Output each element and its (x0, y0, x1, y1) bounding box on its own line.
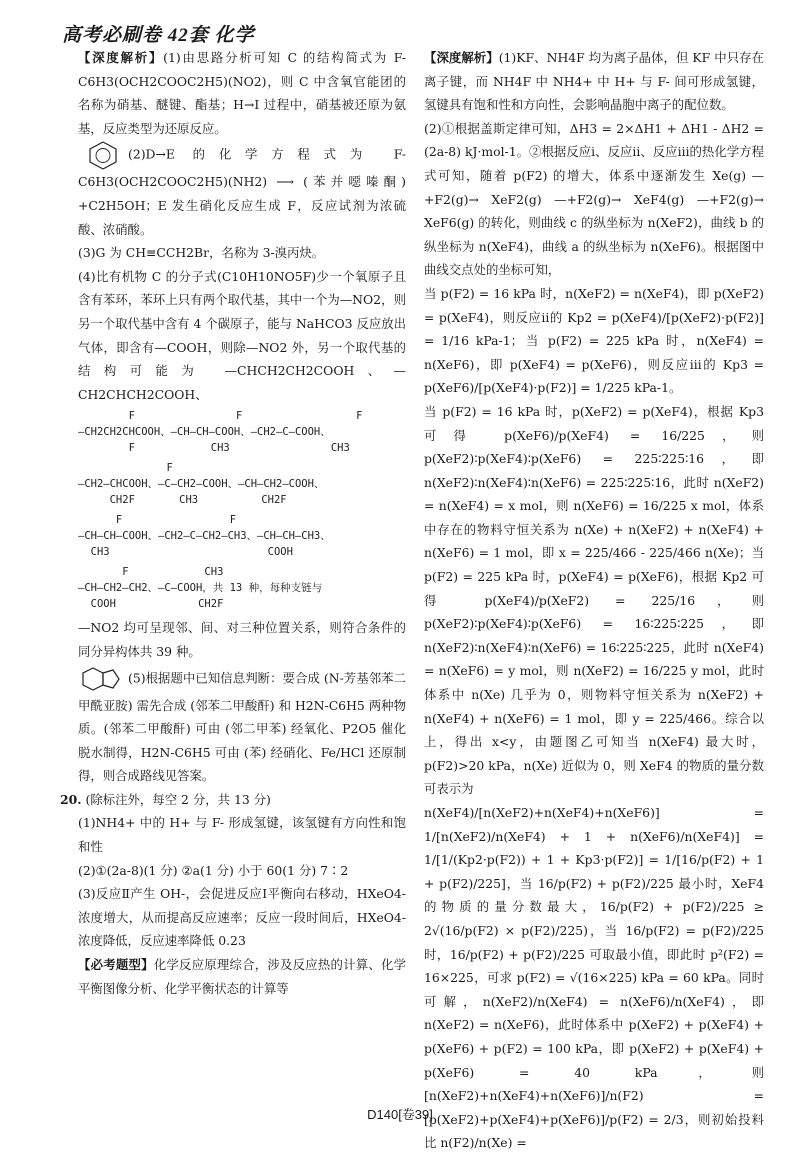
analysis-right-3: 当 p(F2) = 16 kPa 时，n(XeF2) = n(XeF4)，即 p(XeF2) = p(XeF4)，则反应ⅱ的 Kp2 = p(XeF4)/[p(XeF2)·p(F2)] = 1/16 kPa-1；当 p(F2) = 225 kPa 时，n(XeF4) = n(XeF6)，即 p(XeF4) = p(XeF6)，则反应ⅲ的 Kp3 = p(XeF6)/[p(XeF4)·p(F2)] = 1/225 kPa-1。 (424, 285, 764, 396)
analysis-tag-right: 【深度解析】 (424, 50, 499, 65)
analysis-text-2: (2)D→E 的化学方程式为 F-C6H3(OCH2COOC2H5)(NH2) ⟶ (苯并噁嗪酮) +C2H5OH；E 发生硝化反应生成 F，反应试剂为浓硫酸、浓硝酸。 (78, 146, 406, 237)
analysis-right-2: (2)①根据盖斯定律可知，ΔH3 = 2×ΔH1 + ΔH1 - ΔH2 = (2a-8) kJ·mol-1。②根据反应ⅰ、反应ⅱ、反应ⅲ的热化学方程式可知，随着 p(F2) 的增大，体系中逐渐发生 Xe(g) —+F2(g)→ XeF2(g) —+F2(g)→ XeF4(g) —+F2(g)→ XeF6(g) 的转化，则曲线 c 的纵坐标为 n(XeF2)，曲线 b 的纵坐标为 n(XeF4)，曲线 a 的纵坐标为 n(XeF6)。根据图中曲线交点处的坐标可知， (424, 120, 764, 278)
page-footer: D140[卷39] (367, 1107, 433, 1122)
analysis-tag: 【深度解析】 (78, 50, 164, 65)
analysis-text-1: (1)由思路分析可知 C 的结构简式为 F-C6H3(OCH2COOC2H5)(NO2)，则 C 中含氧官能团的名称为硝基、醚键、酯基；H→I 过程中，硝基被还原为氨基，反应类型为还原反应。 (78, 50, 406, 136)
analysis-right-5: n(XeF4)/[n(XeF2)+n(XeF4)+n(XeF6)] = 1/[n(XeF2)/n(XeF4) + 1 + n(XeF6)/n(XeF4)] = 1/[1/(Kp2·p(F2)) + 1 + Kp3·p(F2)] = 1/[16/p(F2) + 1 + p(F2)/225]，当 16/p(F2) + p(F2)/225 最小时，XeF4 的物质的量分数最大，16/p(F2) + p(F2)/225 ≥ 2√(16/p(F2) × p(F2)/225)，当 16/p(F2) = p(F2)/225 时，16/p(F2) + p(F2)/225 可取最小值，即此时 p²(F2) = 16×225，可求 p(F2) = √(16×225) kPa = 60 kPa。同时可解，n(XeF2)/n(XeF4) = n(XeF6)/n(XeF4)，即 n(XeF2) = n(XeF6)，此时体系中 p(XeF2) + p(XeF4) + p(XeF6) + p(F2) = 100 kPa，即 p(XeF2) + p(XeF4) + p(XeF6) = 40 kPa，则 [n(XeF2)+n(XeF4)+n(XeF6)]/n(F2) = [p(XeF2)+p(XeF4)+p(XeF6)]/p(F2) = 2/3，则初始投料比 n(F2)/n(Xe) = (424, 805, 764, 1151)
answer-3: (3)反应Ⅱ产生 OH-，会促进反应Ⅰ平衡向右移动，HXeO4- 浓度增大，从而提高反应速率；反应一段时间后，HXeO4- 浓度降低，反应速率降低 0.23 (78, 886, 406, 949)
question-scoring: (除标注外，每空 2 分，共 13 分) (85, 791, 271, 807)
left-column (60, 46, 407, 1000)
analysis-part-3: (3)G 为 CH≡CCH2Br，名称为 3-溴丙炔。 (78, 245, 325, 261)
isomer-structures-1: F F F —CH2CH2CHCOOH、—CH—CH—COOH、—CH2—C—COOH、 F CH3 CH3 (78, 410, 363, 455)
answer-2: (2)①(2a-8)(1 分) ②a(1 分) 小于 60(1 分) 7∶2 (78, 862, 349, 878)
question-type (78, 953, 406, 1000)
isomer-structures-3: F F —CH—CH—COOH、—CH2—C—CH2—CH3、—CH—CH—CH3、 CH3 COOH (78, 514, 331, 559)
answer-1: (1)NH4+ 中的 H+ 与 F- 形成氢键，该氢键有方向性和饱和性 (78, 815, 406, 855)
benzene-structure-icon (81, 140, 125, 170)
page-header: 高考必刷卷 42套 化学 (62, 25, 255, 46)
isomer-structures-2: F —CH2—CHCOOH、—C—CH2—COOH、—CH—CH2—COOH、 CH2F CH3 CH2F (78, 462, 325, 507)
right-column (424, 46, 764, 1155)
question-number: 20. (60, 791, 82, 807)
phthalimide-structure-icon (81, 664, 125, 694)
question-type-tag: 【必考题型】 (78, 957, 154, 973)
analysis-part-6 (78, 664, 406, 788)
analysis-right-4: 当 p(F2) = 16 kPa 时，p(XeF2) = p(XeF4)，根据 Kp3 可得 p(XeF6)/p(XeF4) = 16/225，则 p(XeF2)∶p(XeF4)∶p(XeF6) = 225∶225∶16，即 n(XeF2)∶n(XeF4)∶n(XeF6) = 225∶225∶16，此时 n(XeF2) = n(XeF4) = x mol，则 n(XeF6) = 16/225 x mol，体系中存在的物料守恒关系为 n(Xe) + n(XeF2) + n(XeF4) + n(XeF6) = 1 mol，即 x = 225/466 - 225/466 n(Xe)；当 p(F2) = 225 kPa 时，p(XeF4) = p(XeF6)，根据 Kp2 可得 p(XeF4)/p(XeF2) = 225/16，则 p(XeF2)∶p(XeF4)∶p(XeF6) = 16∶225∶225，即 n(XeF2)∶n(XeF4)∶n(XeF6) = 16∶225∶225，此时 n(XeF4) = n(XeF6) = y mol，则 n(XeF2) = 16/225 y mol，此时体系中 n(Xe) 几乎为 0，则物料守恒关系为 n(XeF2) + n(XeF4) + n(XeF6) = 1 mol，即 y = 225/466。综合以上，得出 x<y，由题图乙可知当 n(XeF4) 最大时，p(F2)>20 kPa，n(Xe) 近似为 0，则 XeF4 的物质的量分数可表示为 (424, 403, 764, 797)
analysis-right-1 (424, 46, 764, 117)
analysis-part-4: (4)比有机物 C 的分子式(C10H10NO5F)少一个氧原子且含有苯环，苯环上只有两个取代基，其中一个为—NO2，则另一个取代基中含有 4 个碳原子，能与 NaHCO3 反应放出气体，即含有—COOH，则除—NO2 外，另一个取代基的结构可能为 —CHCH2CH2COOH、—CH2CHCH2COOH、 (78, 268, 407, 402)
question-type-text: 化学反应原理综合，涉及反应热的计算、化学平衡图像分析、化学平衡状态的计算等 (78, 957, 407, 996)
question-20-answer (60, 788, 406, 812)
isomer-structures-4: F CH3 —CH—CH2—CH2、—C—COOH，共 13 种，每种支链与 COOH CH2F (78, 566, 323, 611)
analysis-text-6: (5)根据题中已知信息判断：要合成 (N-芳基邻苯二甲酰亚胺) 需先合成 (邻苯二甲酸酐) 和 H2N-C6H5 两种物质。(邻苯二甲酸酐) 可由 (邻二甲苯) 经氧化、P2O5 催化脱水制得，H2N-C6H5 可由 (苯) 经硝化、Fe/HCl 还原制得，则合成路线见答案。 (78, 670, 406, 784)
analysis-right-text-1: (1)KF、NH4F 均为离子晶体，但 KF 中只存在离子键，而 NH4F 中 NH4+ 中 H+ 与 F- 间可形成氢键，氢键具有饱和性和方向性，会影响晶胞中离子的配位数。 (424, 50, 764, 113)
analysis-part-2 (78, 140, 406, 241)
analysis-part-1 (78, 46, 406, 140)
analysis-part-5: —NO2 均可呈现邻、间、对三种位置关系，则符合条件的同分异构体共 39 种。 (78, 620, 406, 659)
